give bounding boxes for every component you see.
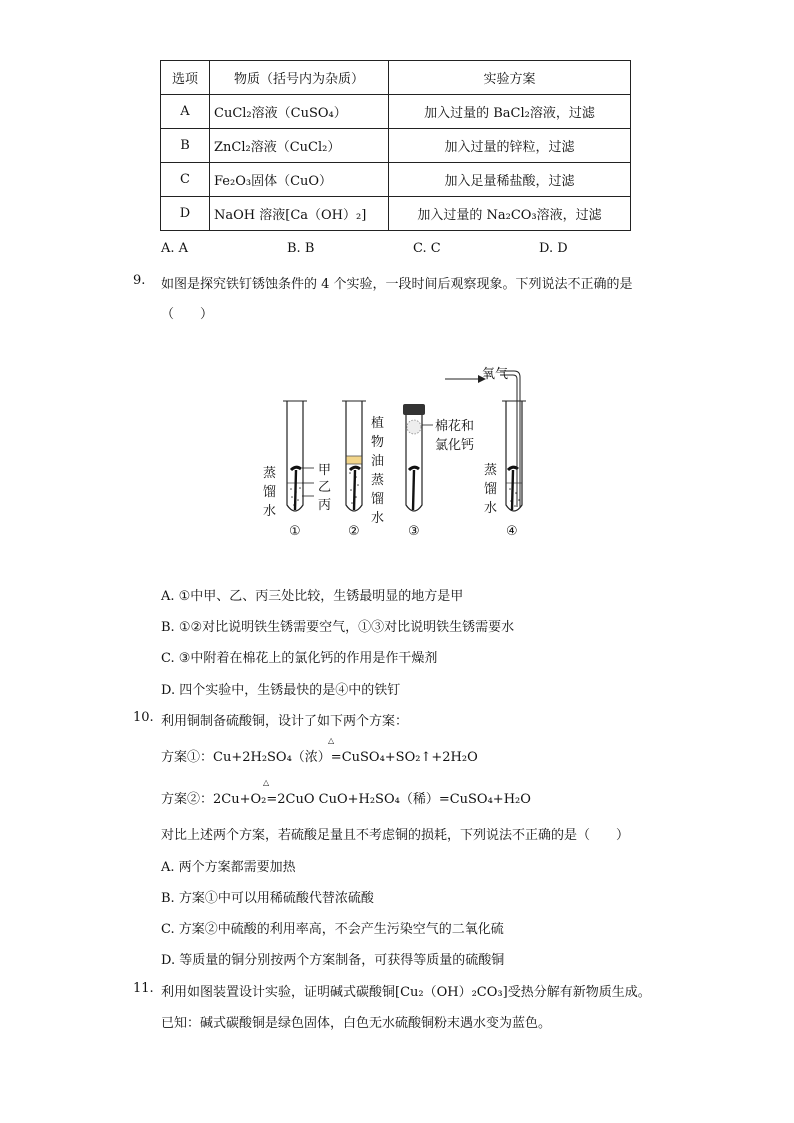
row-option: A xyxy=(161,95,210,129)
table-row xyxy=(161,129,631,163)
q9-number: 9. xyxy=(133,273,146,288)
q10-number: 10. xyxy=(133,710,154,725)
heat-mark-1: △ xyxy=(328,736,335,745)
q10-stem: 利用铜制备硫酸铜，设计了如下两个方案： xyxy=(161,714,409,729)
label-tube-3: ③ xyxy=(408,524,420,539)
label-water-b-3: 水 xyxy=(371,511,385,526)
heat-mark-2: △ xyxy=(263,778,270,787)
test-tube-1 xyxy=(283,401,307,511)
test-tube-3 xyxy=(403,404,433,511)
label-water-b-1: 蒸 xyxy=(371,473,385,488)
label-water-d-1: 蒸 xyxy=(484,463,498,478)
header-method: 实验方案 xyxy=(389,61,631,95)
q8-choice-b: B. B xyxy=(287,241,315,256)
table-header-row xyxy=(161,61,631,95)
q9-choice-d: D. 四个实验中，生锈最快的是④中的铁钉 xyxy=(161,683,401,698)
row-substance: ZnCl₂溶液（CuCl₂） xyxy=(210,129,389,163)
label-oil-3: 油 xyxy=(371,454,385,469)
q8-choice-c: C. C xyxy=(413,241,441,256)
label-oxygen: 氧气 xyxy=(482,367,509,382)
row-substance: NaOH 溶液[Ca（OH）₂] xyxy=(210,197,389,231)
label-cacl2: 氯化钙 xyxy=(435,438,475,453)
options-table xyxy=(160,60,631,231)
q11-number: 11. xyxy=(133,981,154,996)
q10-plan-2: 方案②：2Cu+O₂=2CuO CuO+H₂SO₄（稀）=CuSO₄+H₂O xyxy=(161,792,531,807)
label-water-a-1: 蒸 xyxy=(263,466,277,481)
row-option: B xyxy=(161,129,210,163)
label-tube-4: ④ xyxy=(506,524,518,539)
q10-choice-a: A. 两个方案都需要加热 xyxy=(161,860,296,875)
q9-paren: （ ） xyxy=(161,307,214,322)
label-jia: 甲 xyxy=(318,463,332,478)
q10-choice-b: B. 方案①中可以用稀硫酸代替浓硫酸 xyxy=(161,891,374,906)
label-tube-2: ② xyxy=(348,524,360,539)
row-option: D xyxy=(161,197,210,231)
row-option: C xyxy=(161,163,210,197)
row-method: 加入足量稀盐酸，过滤 xyxy=(389,163,631,197)
rust-experiment-figure xyxy=(250,355,550,545)
row-method: 加入过量的 BaCl₂溶液，过滤 xyxy=(389,95,631,129)
label-yi: 乙 xyxy=(318,480,332,495)
q9-choice-b: B. ①②对比说明铁生锈需要空气，①③对比说明铁生锈需要水 xyxy=(161,620,515,635)
q8-choice-a: A. A xyxy=(161,241,189,256)
header-option: 选项 xyxy=(161,61,210,95)
label-water-d-2: 馏 xyxy=(484,482,498,497)
q9-choice-a: A. ①中甲、乙、丙三处比较，生锈最明显的地方是甲 xyxy=(161,589,464,604)
row-substance: Fe₂O₃固体（CuO） xyxy=(210,163,389,197)
label-oil-1: 植 xyxy=(371,416,385,431)
row-substance: CuCl₂溶液（CuSO₄） xyxy=(210,95,389,129)
q9-choice-c: C. ③中附着在棉花上的氯化钙的作用是作干燥剂 xyxy=(161,651,438,666)
q10-question: 对比上述两个方案，若硫酸足量且不考虑铜的损耗，下列说法不正确的是（ ） xyxy=(161,828,630,843)
label-tube-1: ① xyxy=(289,524,301,539)
label-water-d-3: 水 xyxy=(484,501,498,516)
label-water-b-2: 馏 xyxy=(371,492,385,507)
q10-choice-d: D. 等质量的铜分别按两个方案制备，可获得等质量的硫酸铜 xyxy=(161,953,505,968)
q10-choice-c: C. 方案②中硫酸的利用率高，不会产生污染空气的二氧化硫 xyxy=(161,922,504,937)
q9-stem: 如图是探究铁钉锈蚀条件的 4 个实验，一段时间后观察现象。下列说法不正确的是 xyxy=(161,277,633,292)
label-water-a-3: 水 xyxy=(263,504,277,519)
test-tube-2 xyxy=(342,401,366,511)
q10-plan-1: 方案①：Cu+2H₂SO₄（浓）=CuSO₄+SO₂↑+2H₂O xyxy=(161,750,478,765)
table-row xyxy=(161,163,631,197)
q11-known: 已知：碱式碳酸铜是绿色固体，白色无水硫酸铜粉末遇水变为蓝色。 xyxy=(161,1016,552,1031)
row-method: 加入过量的 Na₂CO₃溶液，过滤 xyxy=(389,197,631,231)
label-water-a-2: 馏 xyxy=(263,485,277,500)
table-row xyxy=(161,197,631,231)
header-substance: 物质（括号内为杂质） xyxy=(210,61,389,95)
table-row xyxy=(161,95,631,129)
label-cotton: 棉花和 xyxy=(435,419,475,434)
label-bing: 丙 xyxy=(318,498,332,513)
q8-choice-d: D. D xyxy=(539,241,568,256)
row-method: 加入过量的锌粒，过滤 xyxy=(389,129,631,163)
q11-stem: 利用如图装置设计实验，证明碱式碳酸铜[Cu₂（OH）₂CO₃]受热分解有新物质生成。 xyxy=(161,985,651,1000)
label-oil-2: 物 xyxy=(371,435,385,450)
